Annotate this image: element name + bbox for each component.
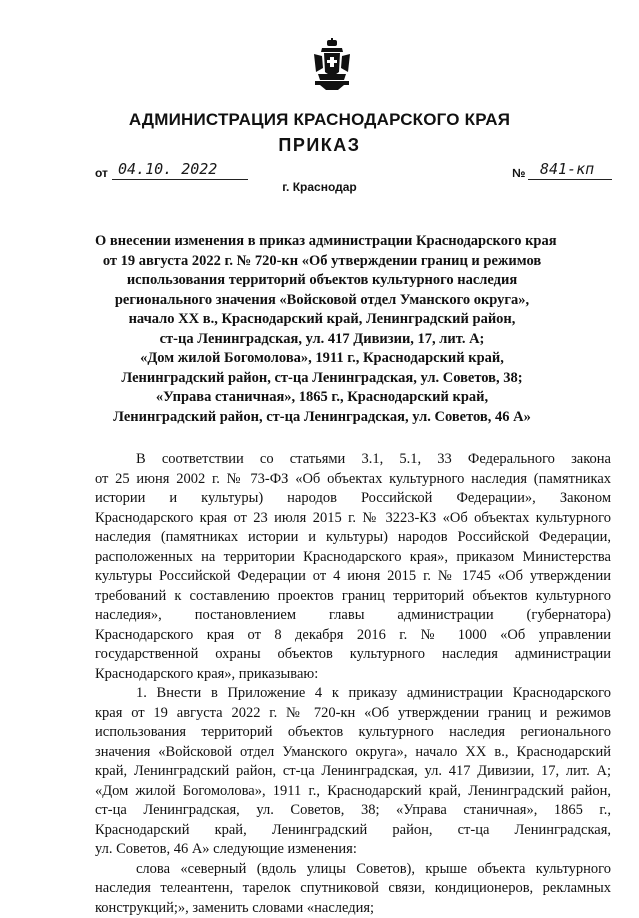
body-line: расположенных на территории Краснодарского края», приказом Министерства	[95, 548, 611, 568]
body-line: ст-ца Ленинградская, ул. Советов, 38; «Управа станичная», 1865 г.,	[95, 801, 611, 821]
body-line: наследия телеантенн, тарелок спутниковой связи, кондиционеров, рекламных	[95, 879, 611, 899]
body-line: ул. Советов, 46 А» следующие изменения:	[95, 840, 611, 860]
body-line: значения «Войсковой отдел Уманского округа», начало XX в., Краснодарский	[95, 743, 611, 763]
organization-name: АДМИНИСТРАЦИЯ КРАСНОДАРСКОГО КРАЯ	[0, 110, 639, 130]
body-line: «Дом жилой Богомолова», 1911 г., Краснодарский край, Ленинградский район,	[95, 782, 611, 802]
krasnodar-coat-of-arms-emblem	[312, 38, 352, 90]
title-line: О внесении изменения в приказ администрации Краснодарского края	[95, 232, 549, 252]
body-line: край, Ленинградский район, ст-ца Ленинградская, ул. 417 Дивизии, 17, лит. А;	[95, 762, 611, 782]
date-prefix: от	[95, 166, 108, 180]
body-line: культуры Российской Федерации от 4 июня 2015 г. № 1745 «Об утверждении	[95, 567, 611, 587]
body-line: государственной охраны объектов культурного наследия администрации	[95, 645, 611, 665]
body-line: В соответствии со статьями 3.1, 5.1, 33 Федерального закона	[95, 450, 611, 470]
title-line: «Дом жилой Богомолова», 1911 г., Краснодарский край,	[95, 349, 549, 369]
title-line: начало XX в., Краснодарский край, Ленинградский район,	[95, 310, 549, 330]
date-handwritten: 04.10. 2022	[118, 160, 217, 178]
title-line: от 19 августа 2022 г. № 720-кн «Об утверждении границ и режимов	[95, 252, 549, 272]
body-line: конструкций;», заменить словами «наследия;	[95, 899, 611, 918]
body-line: Краснодарского края», приказываю:	[95, 665, 611, 685]
title-line: Ленинградский район, ст-ца Ленинградская, ул. Советов, 38;	[95, 369, 549, 389]
title-line: «Управа станичная», 1865 г., Краснодарский край,	[95, 388, 549, 408]
body-line: истории и культуры) народов Российской Федерации», Законом	[95, 489, 611, 509]
body-line: требований к составлению проектов границ территорий объектов культурного	[95, 587, 611, 607]
body-line: Краснодарского края от 8 декабря 2016 г. № 1000 «Об управлении	[95, 626, 611, 646]
title-line: использования территорий объектов культурного наследия	[95, 271, 549, 291]
body-line: использования территорий объектов культурного наследия регионального	[95, 723, 611, 743]
number-prefix: №	[512, 166, 525, 180]
body-line: Краснодарский край, Ленинградский район, ст-ца Ленинградская,	[95, 821, 611, 841]
body-line: 1. Внести в Приложение 4 к приказу администрации Краснодарского	[95, 684, 611, 704]
title-line: ст-ца Ленинградская, ул. 417 Дивизии, 17, лит. А;	[95, 330, 549, 350]
title-line: Ленинградский район, ст-ца Ленинградская, ул. Советов, 46 А»	[95, 408, 549, 428]
document-title	[95, 232, 549, 427]
body-line: Краснодарского края от 23 июля 2015 г. № 3223-КЗ «Об объектах культурного	[95, 509, 611, 529]
body-line: от 25 июня 2002 г. № 73-ФЗ «Об объектах культурного наследия (памятниках	[95, 470, 611, 490]
body-line: края от 19 августа 2022 г. № 720-кн «Об утверждении границ и режимов	[95, 704, 611, 724]
body-line: слова «северный (вдоль улицы Советов), крыше объекта культурного	[95, 860, 611, 880]
document-type: ПРИКАЗ	[0, 135, 639, 156]
title-line: регионального значения «Войсковой отдел Уманского округа»,	[95, 291, 549, 311]
number-handwritten: 841-кп	[540, 160, 594, 178]
body-line: наследия (памятниках истории и культуры) народов Российской Федерации,	[95, 528, 611, 548]
document-body	[95, 450, 611, 918]
city: г. Краснодар	[0, 180, 639, 194]
body-line: наследия», постановлением главы администрации (губернатора)	[95, 606, 611, 626]
